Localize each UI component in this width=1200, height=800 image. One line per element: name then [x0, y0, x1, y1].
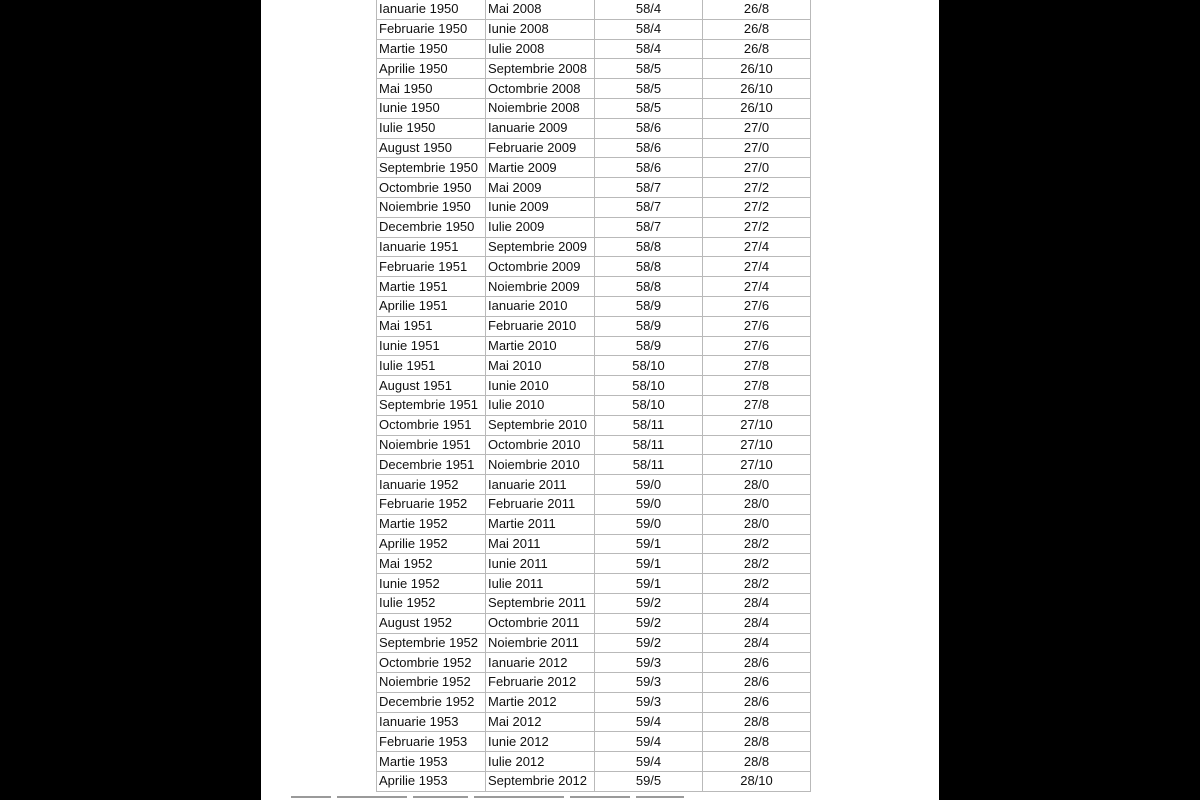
table-row [377, 574, 811, 594]
table-row [377, 19, 811, 39]
table-row [377, 752, 811, 772]
age-cell: 59/3 [595, 692, 703, 712]
age-cell: 58/7 [595, 178, 703, 198]
contribution-cell: 28/8 [703, 752, 811, 772]
age-cell: 59/5 [595, 772, 703, 792]
retirement-date-cell: Martie 2012 [486, 692, 595, 712]
age-cell: 58/11 [595, 455, 703, 475]
birth-date-cell: Iunie 1950 [377, 98, 486, 118]
birth-date-cell: Decembrie 1950 [377, 217, 486, 237]
contribution-cell: 26/8 [703, 19, 811, 39]
retirement-date-cell: Septembrie 2012 [486, 772, 595, 792]
contribution-cell: 28/0 [703, 475, 811, 495]
age-cell: 59/1 [595, 574, 703, 594]
table-row [377, 613, 811, 633]
birth-date-cell: Septembrie 1952 [377, 633, 486, 653]
document-page [261, 0, 939, 800]
birth-date-cell: Iulie 1950 [377, 118, 486, 138]
birth-date-cell: Februarie 1952 [377, 494, 486, 514]
table-row [377, 395, 811, 415]
retirement-date-cell: Ianuarie 2009 [486, 118, 595, 138]
table-row [377, 435, 811, 455]
retirement-date-cell: Februarie 2012 [486, 673, 595, 693]
table-row [377, 455, 811, 475]
age-cell: 58/5 [595, 59, 703, 79]
retirement-date-cell: Septembrie 2009 [486, 237, 595, 257]
table-row [377, 237, 811, 257]
retirement-date-cell: Ianuarie 2011 [486, 475, 595, 495]
age-cell: 59/0 [595, 494, 703, 514]
contribution-cell: 28/4 [703, 633, 811, 653]
birth-date-cell: Decembrie 1951 [377, 455, 486, 475]
age-cell: 58/4 [595, 39, 703, 59]
birth-date-cell: Octombrie 1952 [377, 653, 486, 673]
retirement-date-cell: Noiembrie 2008 [486, 98, 595, 118]
contribution-cell: 28/0 [703, 494, 811, 514]
contribution-cell: 27/2 [703, 197, 811, 217]
birth-date-cell: Aprilie 1953 [377, 772, 486, 792]
age-cell: 58/8 [595, 277, 703, 297]
table-row [377, 138, 811, 158]
age-cell: 59/2 [595, 613, 703, 633]
age-cell: 58/11 [595, 415, 703, 435]
birth-date-cell: Noiembrie 1951 [377, 435, 486, 455]
contribution-cell: 28/0 [703, 514, 811, 534]
table-row [377, 653, 811, 673]
retirement-schedule-table [376, 0, 811, 792]
birth-date-cell: Februarie 1953 [377, 732, 486, 752]
table-row [377, 118, 811, 138]
age-cell: 58/8 [595, 237, 703, 257]
contribution-cell: 27/6 [703, 296, 811, 316]
retirement-date-cell: Iulie 2009 [486, 217, 595, 237]
table-row [377, 376, 811, 396]
contribution-cell: 27/0 [703, 158, 811, 178]
retirement-date-cell: Iulie 2011 [486, 574, 595, 594]
birth-date-cell: August 1950 [377, 138, 486, 158]
retirement-date-cell: Octombrie 2008 [486, 79, 595, 99]
age-cell: 58/7 [595, 217, 703, 237]
table-row [377, 494, 811, 514]
age-cell: 58/11 [595, 435, 703, 455]
retirement-date-cell: Noiembrie 2009 [486, 277, 595, 297]
contribution-cell: 27/2 [703, 217, 811, 237]
table-row [377, 0, 811, 19]
age-cell: 58/10 [595, 395, 703, 415]
contribution-cell: 27/10 [703, 455, 811, 475]
age-cell: 58/9 [595, 316, 703, 336]
table-row [377, 59, 811, 79]
age-cell: 58/4 [595, 0, 703, 19]
retirement-date-cell: Februarie 2011 [486, 494, 595, 514]
retirement-date-cell: Septembrie 2011 [486, 593, 595, 613]
contribution-cell: 27/8 [703, 395, 811, 415]
age-cell: 59/0 [595, 475, 703, 495]
retirement-date-cell: Iunie 2008 [486, 19, 595, 39]
birth-date-cell: Aprilie 1951 [377, 296, 486, 316]
age-cell: 59/3 [595, 653, 703, 673]
contribution-cell: 26/10 [703, 98, 811, 118]
contribution-cell: 27/0 [703, 138, 811, 158]
contribution-cell: 27/8 [703, 356, 811, 376]
retirement-date-cell: Martie 2009 [486, 158, 595, 178]
retirement-date-cell: Iulie 2010 [486, 395, 595, 415]
birth-date-cell: Octombrie 1951 [377, 415, 486, 435]
retirement-date-cell: Martie 2011 [486, 514, 595, 534]
contribution-cell: 28/6 [703, 673, 811, 693]
retirement-date-cell: Ianuarie 2010 [486, 296, 595, 316]
age-cell: 58/5 [595, 98, 703, 118]
birth-date-cell: Iulie 1952 [377, 593, 486, 613]
cut-off-footer-text [291, 796, 711, 800]
contribution-cell: 27/10 [703, 435, 811, 455]
retirement-date-cell: Noiembrie 2011 [486, 633, 595, 653]
age-cell: 58/4 [595, 19, 703, 39]
contribution-cell: 28/8 [703, 712, 811, 732]
birth-date-cell: Martie 1953 [377, 752, 486, 772]
retirement-date-cell: Martie 2010 [486, 336, 595, 356]
age-cell: 58/6 [595, 118, 703, 138]
age-cell: 58/6 [595, 138, 703, 158]
retirement-date-cell: Februarie 2009 [486, 138, 595, 158]
retirement-date-cell: Septembrie 2010 [486, 415, 595, 435]
birth-date-cell: Aprilie 1950 [377, 59, 486, 79]
table-row [377, 98, 811, 118]
table-row [377, 336, 811, 356]
table-body [377, 0, 811, 791]
birth-date-cell: Mai 1950 [377, 79, 486, 99]
age-cell: 59/1 [595, 554, 703, 574]
retirement-date-cell: Octombrie 2011 [486, 613, 595, 633]
birth-date-cell: Aprilie 1952 [377, 534, 486, 554]
contribution-cell: 27/6 [703, 336, 811, 356]
table-row [377, 692, 811, 712]
retirement-date-cell: Februarie 2010 [486, 316, 595, 336]
contribution-cell: 27/0 [703, 118, 811, 138]
age-cell: 58/8 [595, 257, 703, 277]
table-row [377, 415, 811, 435]
birth-date-cell: Mai 1951 [377, 316, 486, 336]
contribution-cell: 27/6 [703, 316, 811, 336]
contribution-cell: 27/4 [703, 257, 811, 277]
birth-date-cell: Februarie 1950 [377, 19, 486, 39]
age-cell: 59/1 [595, 534, 703, 554]
birth-date-cell: Iunie 1952 [377, 574, 486, 594]
age-cell: 58/10 [595, 376, 703, 396]
age-cell: 59/4 [595, 752, 703, 772]
table-row [377, 178, 811, 198]
table-row [377, 772, 811, 792]
contribution-cell: 28/4 [703, 593, 811, 613]
retirement-date-cell: Iunie 2012 [486, 732, 595, 752]
retirement-date-cell: Iulie 2008 [486, 39, 595, 59]
contribution-cell: 28/10 [703, 772, 811, 792]
retirement-date-cell: Ianuarie 2012 [486, 653, 595, 673]
table-row [377, 732, 811, 752]
birth-date-cell: Ianuarie 1951 [377, 237, 486, 257]
table-row [377, 593, 811, 613]
table-row [377, 633, 811, 653]
age-cell: 58/5 [595, 79, 703, 99]
table-row [377, 356, 811, 376]
age-cell: 59/2 [595, 633, 703, 653]
retirement-date-cell: Mai 2008 [486, 0, 595, 19]
birth-date-cell: Martie 1951 [377, 277, 486, 297]
retirement-date-cell: Octombrie 2009 [486, 257, 595, 277]
birth-date-cell: Martie 1950 [377, 39, 486, 59]
contribution-cell: 28/4 [703, 613, 811, 633]
contribution-cell: 28/8 [703, 732, 811, 752]
contribution-cell: 26/10 [703, 79, 811, 99]
birth-date-cell: Octombrie 1950 [377, 178, 486, 198]
birth-date-cell: August 1952 [377, 613, 486, 633]
age-cell: 59/4 [595, 712, 703, 732]
table-row [377, 316, 811, 336]
table-row [377, 79, 811, 99]
retirement-date-cell: Mai 2012 [486, 712, 595, 732]
retirement-date-cell: Iulie 2012 [486, 752, 595, 772]
contribution-cell: 28/2 [703, 574, 811, 594]
age-cell: 58/10 [595, 356, 703, 376]
retirement-date-cell: Iunie 2010 [486, 376, 595, 396]
retirement-date-cell: Septembrie 2008 [486, 59, 595, 79]
table-row [377, 712, 811, 732]
table-row [377, 277, 811, 297]
table-row [377, 217, 811, 237]
contribution-cell: 27/4 [703, 277, 811, 297]
birth-date-cell: Februarie 1951 [377, 257, 486, 277]
age-cell: 59/2 [595, 593, 703, 613]
table-row [377, 39, 811, 59]
birth-date-cell: Iulie 1951 [377, 356, 486, 376]
table-row [377, 296, 811, 316]
contribution-cell: 27/10 [703, 415, 811, 435]
contribution-cell: 26/8 [703, 39, 811, 59]
table-row [377, 197, 811, 217]
retirement-date-cell: Iunie 2011 [486, 554, 595, 574]
birth-date-cell: Martie 1952 [377, 514, 486, 534]
contribution-cell: 26/10 [703, 59, 811, 79]
table-row [377, 158, 811, 178]
contribution-cell: 28/2 [703, 534, 811, 554]
contribution-cell: 27/4 [703, 237, 811, 257]
contribution-cell: 27/8 [703, 376, 811, 396]
table-row [377, 475, 811, 495]
retirement-date-cell: Octombrie 2010 [486, 435, 595, 455]
table-row [377, 534, 811, 554]
age-cell: 59/4 [595, 732, 703, 752]
contribution-cell: 26/8 [703, 0, 811, 19]
table-row [377, 514, 811, 534]
retirement-date-cell: Iunie 2009 [486, 197, 595, 217]
table-row [377, 673, 811, 693]
birth-date-cell: Ianuarie 1950 [377, 0, 486, 19]
age-cell: 58/7 [595, 197, 703, 217]
contribution-cell: 27/2 [703, 178, 811, 198]
birth-date-cell: Noiembrie 1950 [377, 197, 486, 217]
table-row [377, 554, 811, 574]
age-cell: 59/0 [595, 514, 703, 534]
birth-date-cell: Iunie 1951 [377, 336, 486, 356]
age-cell: 58/9 [595, 336, 703, 356]
contribution-cell: 28/6 [703, 653, 811, 673]
birth-date-cell: Septembrie 1951 [377, 395, 486, 415]
age-cell: 58/6 [595, 158, 703, 178]
table-row [377, 257, 811, 277]
retirement-date-cell: Noiembrie 2010 [486, 455, 595, 475]
age-cell: 59/3 [595, 673, 703, 693]
retirement-date-cell: Mai 2009 [486, 178, 595, 198]
birth-date-cell: Ianuarie 1952 [377, 475, 486, 495]
birth-date-cell: Ianuarie 1953 [377, 712, 486, 732]
retirement-date-cell: Mai 2010 [486, 356, 595, 376]
contribution-cell: 28/2 [703, 554, 811, 574]
contribution-cell: 28/6 [703, 692, 811, 712]
birth-date-cell: Noiembrie 1952 [377, 673, 486, 693]
birth-date-cell: Decembrie 1952 [377, 692, 486, 712]
birth-date-cell: Septembrie 1950 [377, 158, 486, 178]
birth-date-cell: August 1951 [377, 376, 486, 396]
age-cell: 58/9 [595, 296, 703, 316]
retirement-date-cell: Mai 2011 [486, 534, 595, 554]
birth-date-cell: Mai 1952 [377, 554, 486, 574]
